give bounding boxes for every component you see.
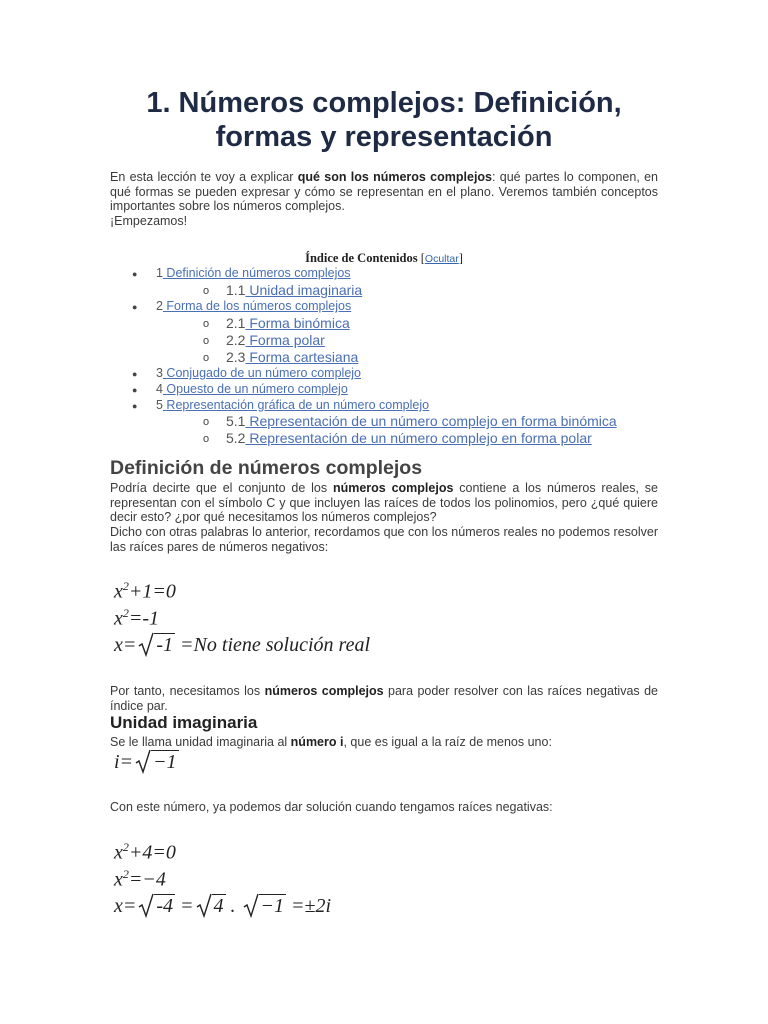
toc-item-5-1[interactable]: 5.1 Representación de un número complejo en forma binómica: [226, 413, 617, 429]
equation-x2-plus-1: $x^2+1=0$: [114, 579, 176, 603]
intro-text-b: : qué partes lo componen, en qué formas se pueden expresar y cómo se representan en el plano. Veremos también conceptos importantes sobre los números complejos.: [110, 170, 658, 213]
sqrt-symbol: -1: [138, 634, 175, 657]
toc-bullet-sub: o: [203, 285, 210, 297]
toc-item-4[interactable]: 4 Opuesto de un número complejo: [156, 382, 348, 396]
toc-bullet: ●: [132, 302, 138, 312]
equation-i-sqrt: i= −1: [114, 751, 177, 773]
definicion-paragraph-3: Por tanto, necesitamos los números complejos para poder resolver con las raíces negativas de índice par.: [110, 684, 658, 713]
toc-item-5[interactable]: 5 Representación gráfica de un número complejo: [156, 398, 430, 412]
toc-item-5-2[interactable]: 5.2 Representación de un número complejo en forma polar: [226, 430, 592, 446]
equation-x2-minus-1: $x^2=-1$: [114, 606, 160, 630]
toc-item-3[interactable]: 3 Conjugado de un número complejo: [156, 366, 361, 380]
toc-hide-link[interactable]: Ocultar: [424, 253, 459, 265]
sqrt-symbol: -4: [138, 895, 175, 918]
equation-x2-plus-4: $x^2+4=0$: [114, 840, 176, 864]
sqrt-symbol: −1: [135, 751, 179, 774]
equation-x-sqrt-no-solution: x= -1 =No tiene solución real: [114, 634, 370, 656]
toc-bullet-sub: o: [203, 433, 210, 445]
toc-bullet-sub: o: [203, 352, 210, 364]
toc-title-text: Índice de Contenidos: [305, 251, 418, 265]
sqrt-symbol: 4: [196, 895, 226, 918]
toc-bullet: ●: [132, 385, 138, 395]
intro-bold: qué son los números complejos: [297, 170, 492, 184]
toc-item-1-1[interactable]: 1.1 Unidad imaginaria: [226, 282, 363, 298]
toc-item-2[interactable]: 2 Forma de los números complejos: [156, 299, 352, 313]
unidad-paragraph-1: Se le llama unidad imaginaria al número i, que es igual a la raíz de menos uno:: [110, 735, 552, 749]
toc-bullet-sub: o: [203, 318, 210, 330]
unidad-paragraph-2: Con este número, ya podemos dar solución cuando tengamos raíces negativas:: [110, 800, 553, 814]
section-heading-definicion: Definición de números complejos: [110, 457, 423, 479]
sqrt-symbol: −1: [243, 895, 287, 918]
toc-bullet-sub: o: [203, 416, 210, 428]
definicion-paragraph-1: Podría decirte que el conjunto de los números complejos contiene a los números reales, se representan con el símbolo C y que incluyen las raíces de todos los polinomios, pero ¿qué quiere decir esto? ¿por qué necesitamos los números complejos?: [110, 481, 658, 524]
toc-item-2-3[interactable]: 2.3 Forma cartesiana: [226, 349, 359, 365]
toc-item-1[interactable]: 1 Definición de números complejos: [156, 266, 351, 280]
section-heading-unidad-imaginaria: Unidad imaginaria: [110, 713, 258, 732]
intro-paragraph: [110, 170, 658, 214]
page-title: 1. Números complejos: Definición, formas y representación: [146, 87, 622, 153]
intro-text-a: En esta lección te voy a explicar: [110, 170, 298, 184]
definicion-paragraph-2: Dicho con otras palabras lo anterior, recordamos que con los números reales no podemos resolver las raíces pares de números negativos:: [110, 525, 658, 554]
intro-exclaim: ¡Empezamos!: [110, 214, 188, 228]
equation-x2-minus-4: $x^2=-4$: [114, 867, 166, 891]
equation-x-plus-minus-2i: x= -4 = 4 . −1 =±2i: [114, 895, 332, 917]
toc-bullet: ●: [132, 269, 138, 279]
toc-title: Índice de Contenidos [Ocultar]: [305, 251, 463, 265]
toc-bullet: ●: [132, 369, 138, 379]
toc-item-2-2[interactable]: 2.2 Forma polar: [226, 332, 325, 348]
toc-bullet-sub: o: [203, 335, 210, 347]
toc-item-2-1[interactable]: 2.1 Forma binómica: [226, 315, 350, 331]
toc-bullet: ●: [132, 401, 138, 411]
